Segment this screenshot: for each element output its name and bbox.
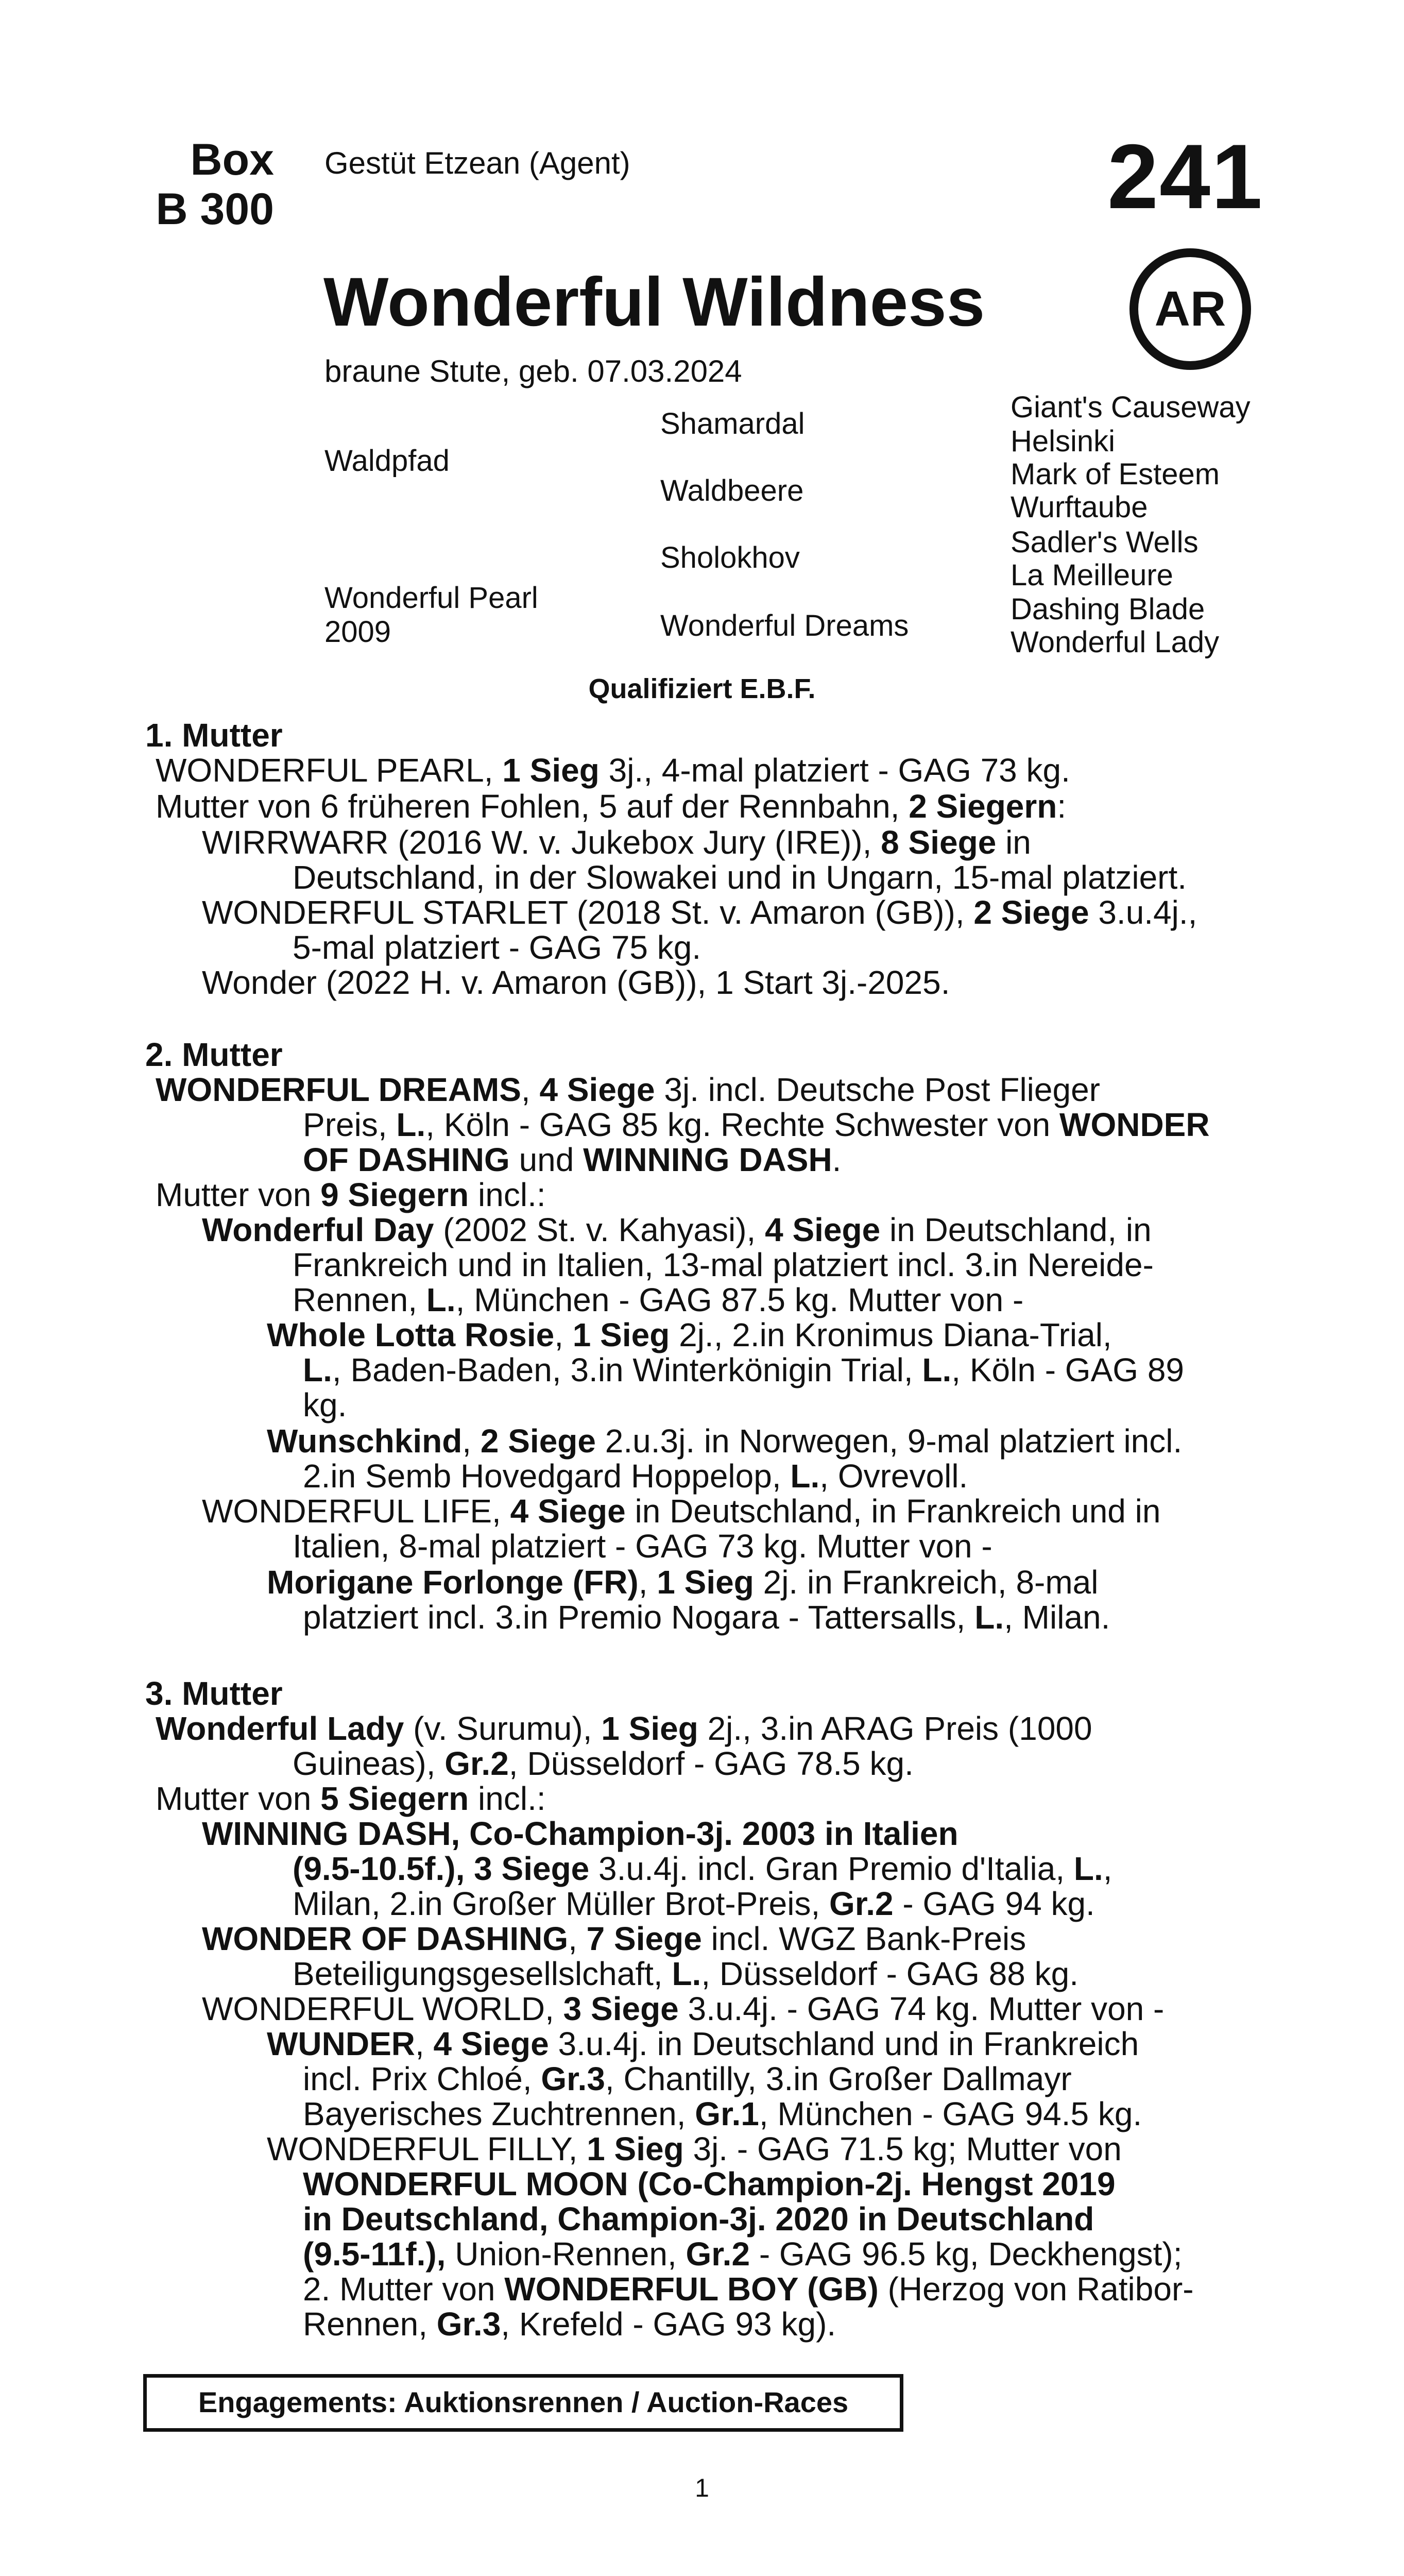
- dam-line: 5-mal platziert - GAG 75 kg.: [293, 929, 701, 966]
- second-dam-line: Frankreich und in Italien, 13-mal platziert incl. 3.in Nereide-: [293, 1246, 1154, 1283]
- third-dam-line: Milan, 2.in Großer Müller Brot-Preis, Gr.2 - GAG 94 kg.: [293, 1885, 1095, 1922]
- pedigree-gen3-item: Wurftaube: [1011, 490, 1148, 524]
- third-dam-line: WONDER OF DASHING, 7 Siege incl. WGZ Bank-Preis: [202, 1920, 1026, 1957]
- second-dam-line: platziert incl. 3.in Premio Nogara - Tattersalls, L., Milan.: [303, 1599, 1110, 1636]
- second-dam-line: Whole Lotta Rosie, 1 Sieg 2j., 2.in Kronimus Diana-Trial,: [267, 1316, 1112, 1353]
- pedigree-gen3-item: Dashing Blade: [1011, 592, 1205, 626]
- second-dam-line: Mutter von 9 Siegern incl.:: [156, 1176, 546, 1213]
- third-dam-line: Wonderful Lady (v. Surumu), 1 Sieg 2j., 3.in ARAG Preis (1000: [156, 1710, 1092, 1747]
- second-dam-line: Morigane Forlonge (FR), 1 Sieg 2j. in Frankreich, 8-mal: [267, 1564, 1099, 1601]
- box-number: B 300: [156, 184, 274, 234]
- third-dam-line: in Deutschland, Champion-3j. 2020 in Deutschland: [303, 2200, 1094, 2238]
- dam-line: Deutschland, in der Slowakei und in Ungarn, 15-mal platziert.: [293, 859, 1187, 896]
- box-info: [145, 135, 274, 234]
- box-label: Box: [190, 135, 274, 184]
- pedigree-gen2-item: Waldbeere: [660, 474, 804, 507]
- second-dam-line: Wonderful Day (2002 St. v. Kahyasi), 4 Siege in Deutschland, in: [202, 1211, 1152, 1248]
- third-dam-line: WONDERFUL MOON (Co-Champion-2j. Hengst 2019: [303, 2165, 1116, 2202]
- horse-description: braune Stute, geb. 07.03.2024: [324, 354, 742, 388]
- dam-line: Wonder (2022 H. v. Amaron (GB)), 1 Start 3j.-2025.: [202, 964, 950, 1001]
- dam-line: WONDERFUL PEARL, 1 Sieg 3j., 4-mal platziert - GAG 73 kg.: [156, 752, 1070, 789]
- section-heading-second-dam: 2. Mutter: [145, 1036, 283, 1073]
- pedigree-gen3-item: Giant's Causeway: [1011, 391, 1251, 424]
- pedigree-gen3-item: La Meilleure: [1011, 558, 1173, 592]
- second-dam-line: WONDERFUL LIFE, 4 Siege in Deutschland, in Frankreich und in: [202, 1493, 1161, 1530]
- second-dam-line: Italien, 8-mal platziert - GAG 73 kg. Mutter von -: [293, 1528, 992, 1565]
- third-dam-line: Guineas), Gr.2, Düsseldorf - GAG 78.5 kg.: [293, 1745, 914, 1782]
- third-dam-line: WONDERFUL WORLD, 3 Siege 3.u.4j. - GAG 74 kg. Mutter von -: [202, 1990, 1165, 2027]
- third-dam-line: Mutter von 5 Siegern incl.:: [156, 1780, 546, 1817]
- pedigree-gen2-item: Sholokhov: [660, 541, 800, 574]
- horse-name: Wonderful Wildness: [323, 264, 985, 341]
- third-dam-line: WINNING DASH, Co-Champion-3j. 2003 in Italien: [202, 1815, 958, 1852]
- third-dam-line: 2. Mutter von WONDERFUL BOY (GB) (Herzog von Ratibor-: [303, 2270, 1194, 2308]
- dam-line: WONDERFUL STARLET (2018 St. v. Amaron (GB)), 2 Siege 3.u.4j.,: [202, 894, 1197, 931]
- second-dam-line: Rennen, L., München - GAG 87.5 kg. Mutter von -: [293, 1281, 1024, 1318]
- section-heading-third-dam: 3. Mutter: [145, 1675, 283, 1712]
- pedigree-gen2-item: Shamardal: [660, 407, 805, 440]
- pedigree-gen3-item: Sadler's Wells: [1011, 526, 1198, 559]
- qualification: Qualifiziert E.B.F.: [588, 673, 816, 704]
- pedigree-dam: Wonderful Pearl: [324, 581, 538, 615]
- section-heading-dam: 1. Mutter: [145, 717, 283, 754]
- pedigree-sire: Waldpfad: [324, 444, 450, 478]
- second-dam-line: WONDERFUL DREAMS, 4 Siege 3j. incl. Deutsche Post Flieger: [156, 1071, 1100, 1108]
- pedigree-gen3-item: Wonderful Lady: [1011, 625, 1220, 659]
- third-dam-line: (9.5-11f.), Union-Rennen, Gr.2 - GAG 96.5 kg, Deckhengst);: [303, 2235, 1183, 2273]
- third-dam-line: WUNDER, 4 Siege 3.u.4j. in Deutschland und in Frankreich: [267, 2025, 1139, 2062]
- second-dam-line: Wunschkind, 2 Siege 2.u.3j. in Norwegen, 9-mal platziert incl.: [267, 1422, 1183, 1460]
- third-dam-line: Beteiligungsgesellslchaft, L., Düsseldorf - GAG 88 kg.: [293, 1955, 1079, 1992]
- third-dam-line: WONDERFUL FILLY, 1 Sieg 3j. - GAG 71.5 kg; Mutter von: [267, 2130, 1122, 2167]
- engagements-box: Engagements: Auktionsrennen / Auction-Races: [143, 2374, 903, 2432]
- second-dam-line: kg.: [303, 1386, 347, 1423]
- pedigree-gen3-item: Mark of Esteem: [1011, 457, 1220, 491]
- page-number: 1: [695, 2473, 709, 2502]
- pedigree-dam-year: 2009: [324, 615, 391, 649]
- third-dam-line: Bayerisches Zuchtrennen, Gr.1, München - GAG 94.5 kg.: [303, 2095, 1142, 2132]
- third-dam-line: incl. Prix Chloé, Gr.3, Chantilly, 3.in Großer Dallmayr: [303, 2060, 1072, 2097]
- second-dam-line: L., Baden-Baden, 3.in Winterkönigin Trial, L., Köln - GAG 89: [303, 1351, 1184, 1388]
- second-dam-line: 2.in Semb Hovedgard Hoppelop, L., Ovrevoll.: [303, 1458, 968, 1495]
- pedigree-gen2-item: Wonderful Dreams: [660, 609, 909, 642]
- ar-badge: AR: [1129, 248, 1251, 370]
- lot-number: 241: [1107, 125, 1263, 228]
- second-dam-line: Preis, L., Köln - GAG 85 kg. Rechte Schwester von WONDER: [303, 1106, 1210, 1143]
- dam-line: Mutter von 6 früheren Fohlen, 5 auf der Rennbahn, 2 Siegern:: [156, 788, 1067, 825]
- second-dam-line: OF DASHING und WINNING DASH.: [303, 1141, 842, 1178]
- dam-line: WIRRWARR (2016 W. v. Jukebox Jury (IRE)), 8 Siege in: [202, 824, 1031, 861]
- third-dam-line: Rennen, Gr.3, Krefeld - GAG 93 kg).: [303, 2306, 836, 2343]
- consignor-agent: Gestüt Etzean (Agent): [324, 146, 630, 180]
- third-dam-line: (9.5-10.5f.), 3 Siege 3.u.4j. incl. Gran Premio d'Italia, L.,: [293, 1850, 1112, 1887]
- pedigree-gen3-item: Helsinki: [1011, 425, 1116, 458]
